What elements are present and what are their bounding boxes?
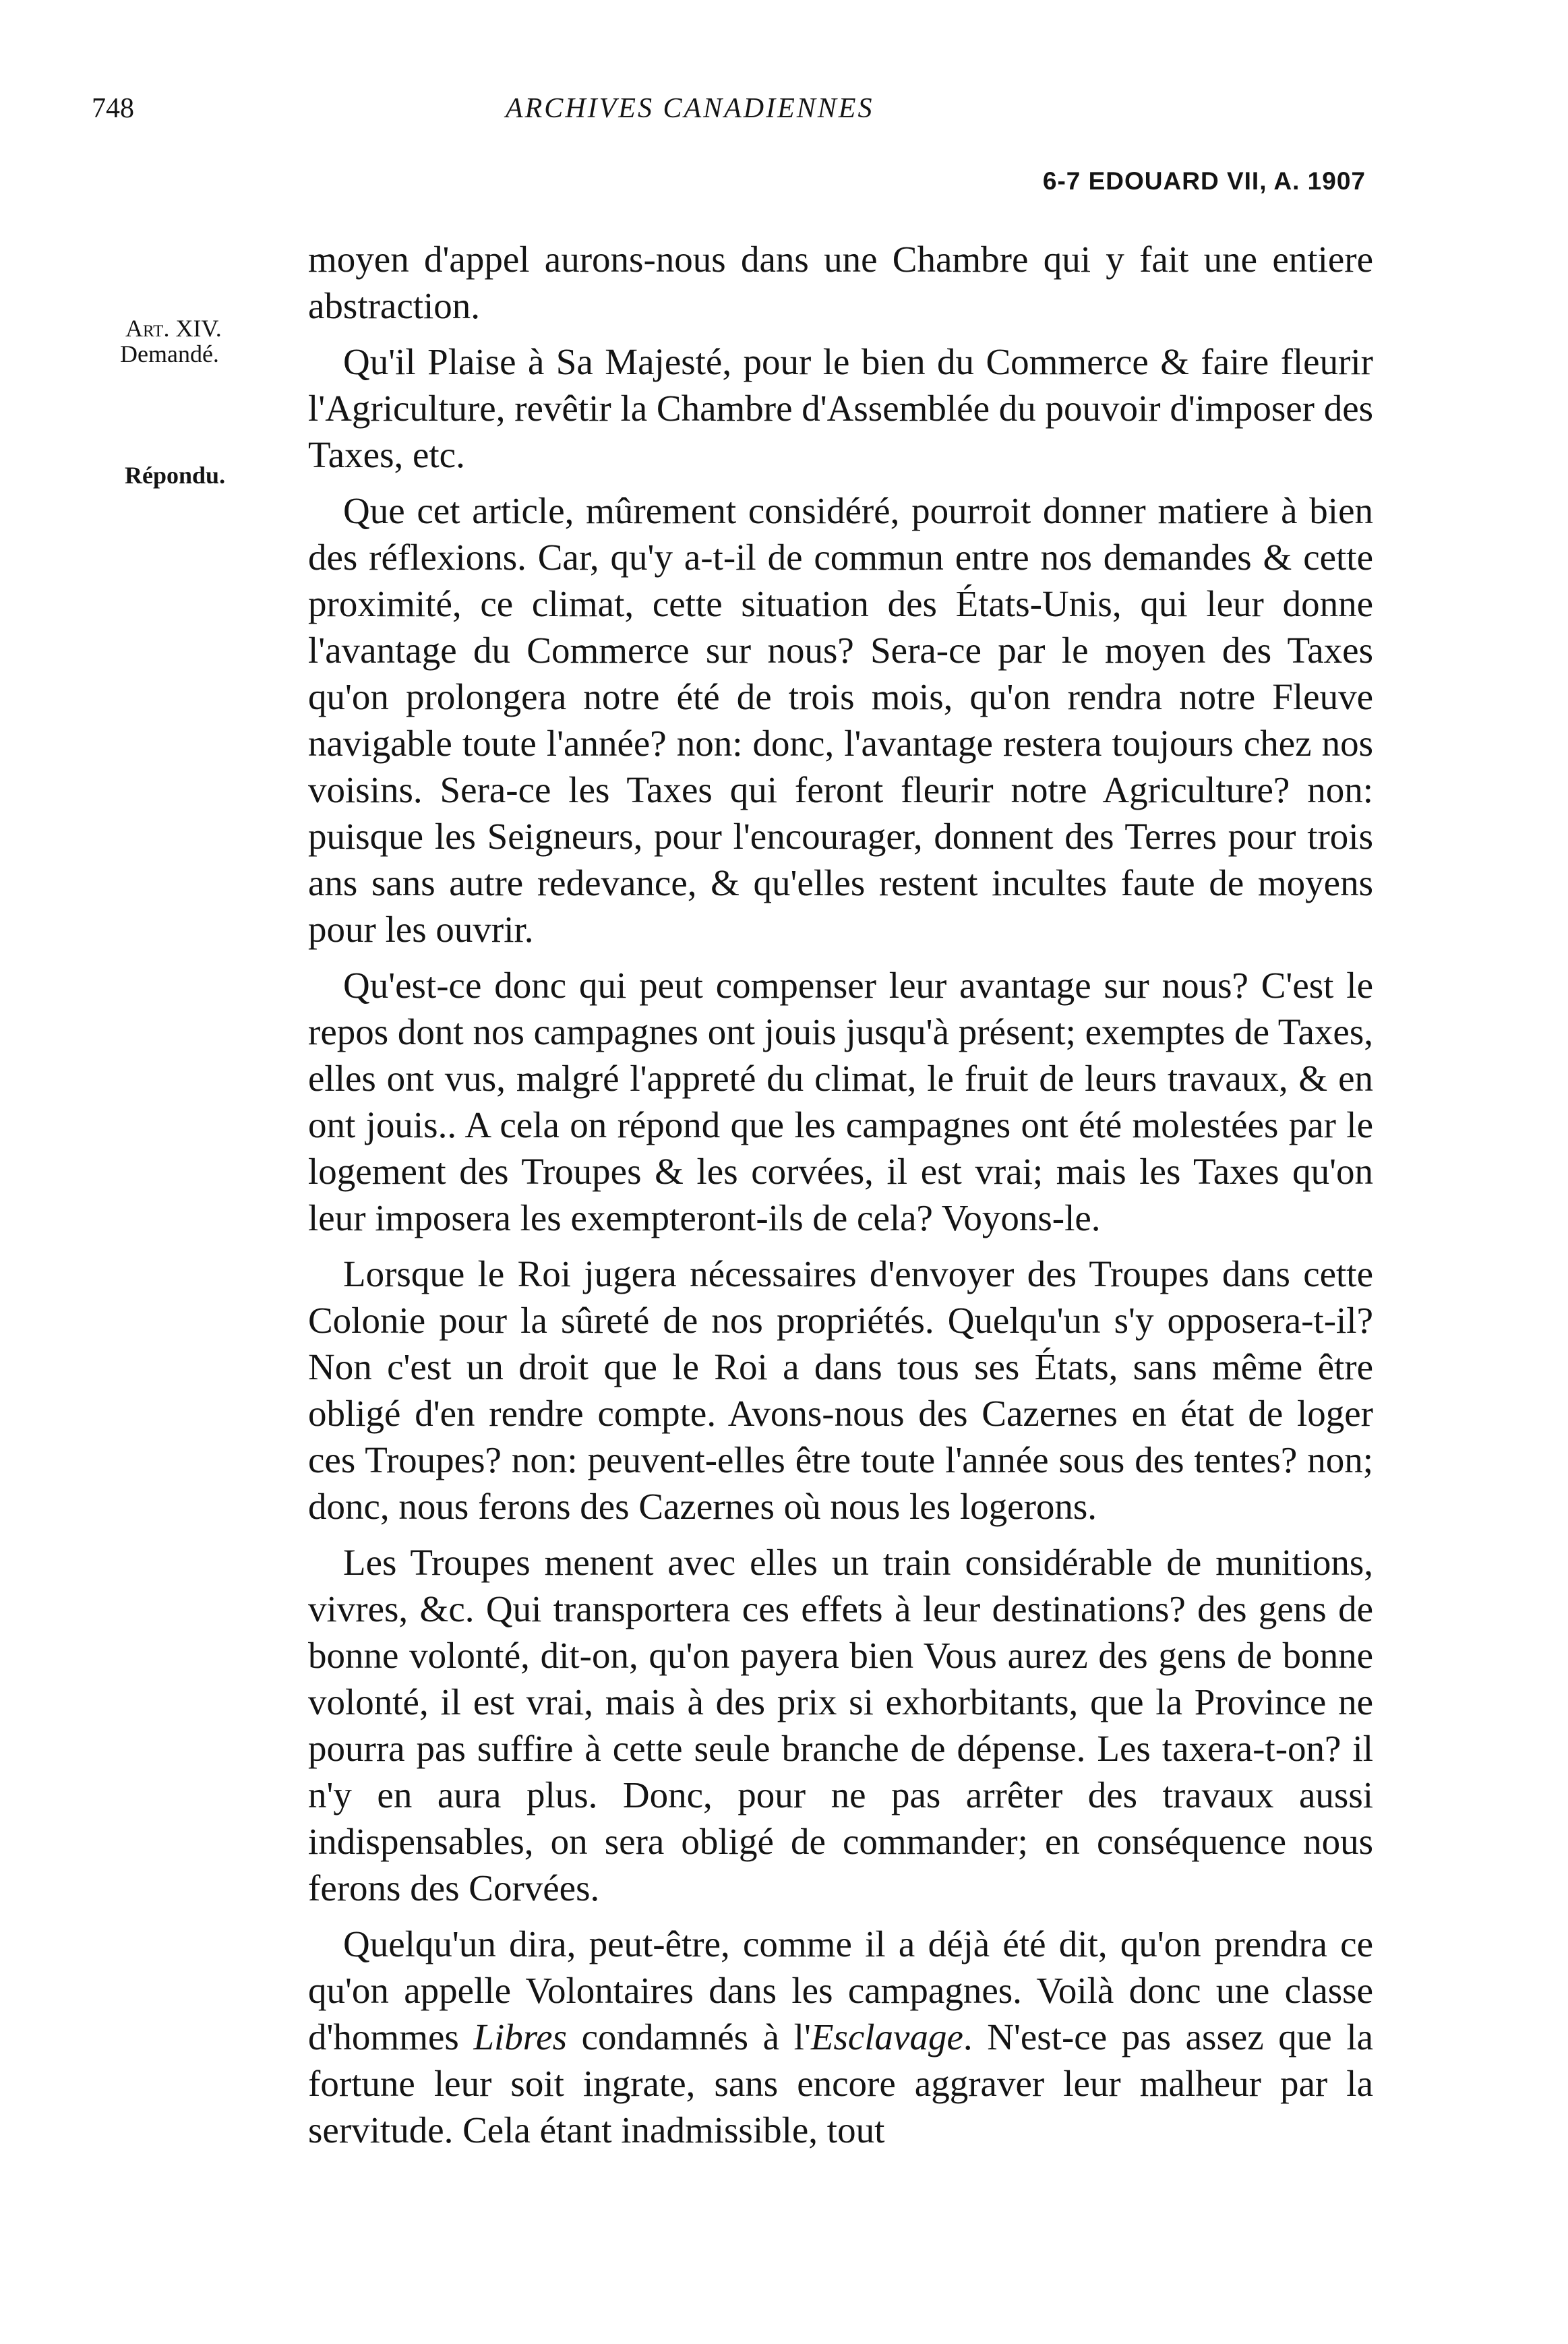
running-title: ARCHIVES CANADIENNES: [506, 93, 874, 124]
margin-note-asked: Demandé.: [120, 340, 219, 367]
body-text: [308, 236, 1373, 2163]
paragraph-7-text-1: Quelqu'un dira, peut-être, comme il a déjà été dit, qu'on prendra ce qu'on appelle Volontaires dans les campagnes. Voilà donc une classe d'hommes: [308, 1923, 1373, 2057]
paragraph-4: Qu'est-ce donc qui peut compenser leur avantage sur nous? C'est le repos dont nos campagnes ont jouis jusqu'à présent; exemptes de Taxes, elles ont vus, malgré l'appreté du climat, le fruit de leurs travaux, & en ont jouis.. A cela on répond que les campagnes ont été molestées par le logement des Troupes & les corvées, il est vrai; mais les Taxes qu'on leur imposera les exempteront-ils de cela? Voyons-le.: [308, 965, 1373, 1238]
paragraph-5: Lorsque le Roi jugera nécessaires d'envoyer des Troupes dans cette Colonie pour la sûreté de nos propriétés. Quelqu'un s'y opposera-t-il? Non c'est un droit que le Roi a dans tous ses États, sans même être obligé d'en rendre compte. Avons-nous des Cazernes en état de loger ces Troupes? non: peuvent-elles être toute l'année sous des tentes? non; donc, nous ferons des Cazernes où nous les logerons.: [308, 1253, 1373, 1527]
paragraph-7-emphasis-esclavage: Esclavage: [810, 2016, 963, 2057]
page-number: 748: [92, 93, 134, 124]
paragraph-3: Que cet article, mûrement considéré, pourroit donner matiere à bien des réflexions. Car, qu'y a-t-il de commun entre nos demandes & cette proximité, ce climat, cette situation des États-Unis, qui leur donne l'avantage du Commerce sur nous? Sera-ce par le moyen des Taxes qu'on prolongera notre été de trois mois, qu'on rendra notre Fleuve navigable toute l'année? non: donc, l'avantage restera toujours chez nos voisins. Sera-ce les Taxes qui feront fleurir notre Agriculture? non: puisque les Seigneurs, pour l'encourager, donnent des Terres pour trois ans sans autre redevance, & qu'elles restent incultes faute de moyens pour les ouvrir.: [308, 490, 1373, 950]
paragraph-6: Les Troupes menent avec elles un train considérable de munitions, vivres, &c. Qui transportera ces effets à leur destinations? des gens de bonne volonté, dit-on, qu'on payera bien Vous aurez des gens de bonne volonté, il est vrai, mais à des prix si exhorbitants, que la Province ne pourra pas suffire à cette seule branche de dépense. Les taxera-t-on? il n'y en aura plus. Donc, pour ne pas arrêter des travaux aussi indispensables, on sera obligé de commander; en conséquence nous ferons des Corvées.: [308, 1542, 1373, 1909]
paragraph-1: moyen d'appel aurons-nous dans une Chambre qui y fait une entiere abstraction.: [308, 239, 1373, 326]
session-reference: 6-7 EDOUARD VII, A. 1907: [1042, 167, 1366, 195]
paragraph-7-text-3: . N'est-ce pas assez que la fortune leur soit ingrate, sans encore aggraver leur malheur par la servitude. Cela étant inadmissible, tout: [308, 2016, 1374, 2151]
paragraph-2: Qu'il Plaise à Sa Majesté, pour le bien du Commerce & faire fleurir l'Agriculture, revêtir la Chambre d'Assemblée du pouvoir d'imposer des Taxes, etc.: [308, 341, 1374, 475]
paragraph-7-text-2: condamnés à l': [581, 2016, 811, 2057]
paragraph-7-emphasis-libres: Libres: [473, 2016, 567, 2057]
margin-note-article: Art. XIV.: [125, 315, 222, 342]
paragraph-7: [308, 1921, 1373, 2153]
margin-note-answered: Répondu.: [125, 462, 226, 489]
